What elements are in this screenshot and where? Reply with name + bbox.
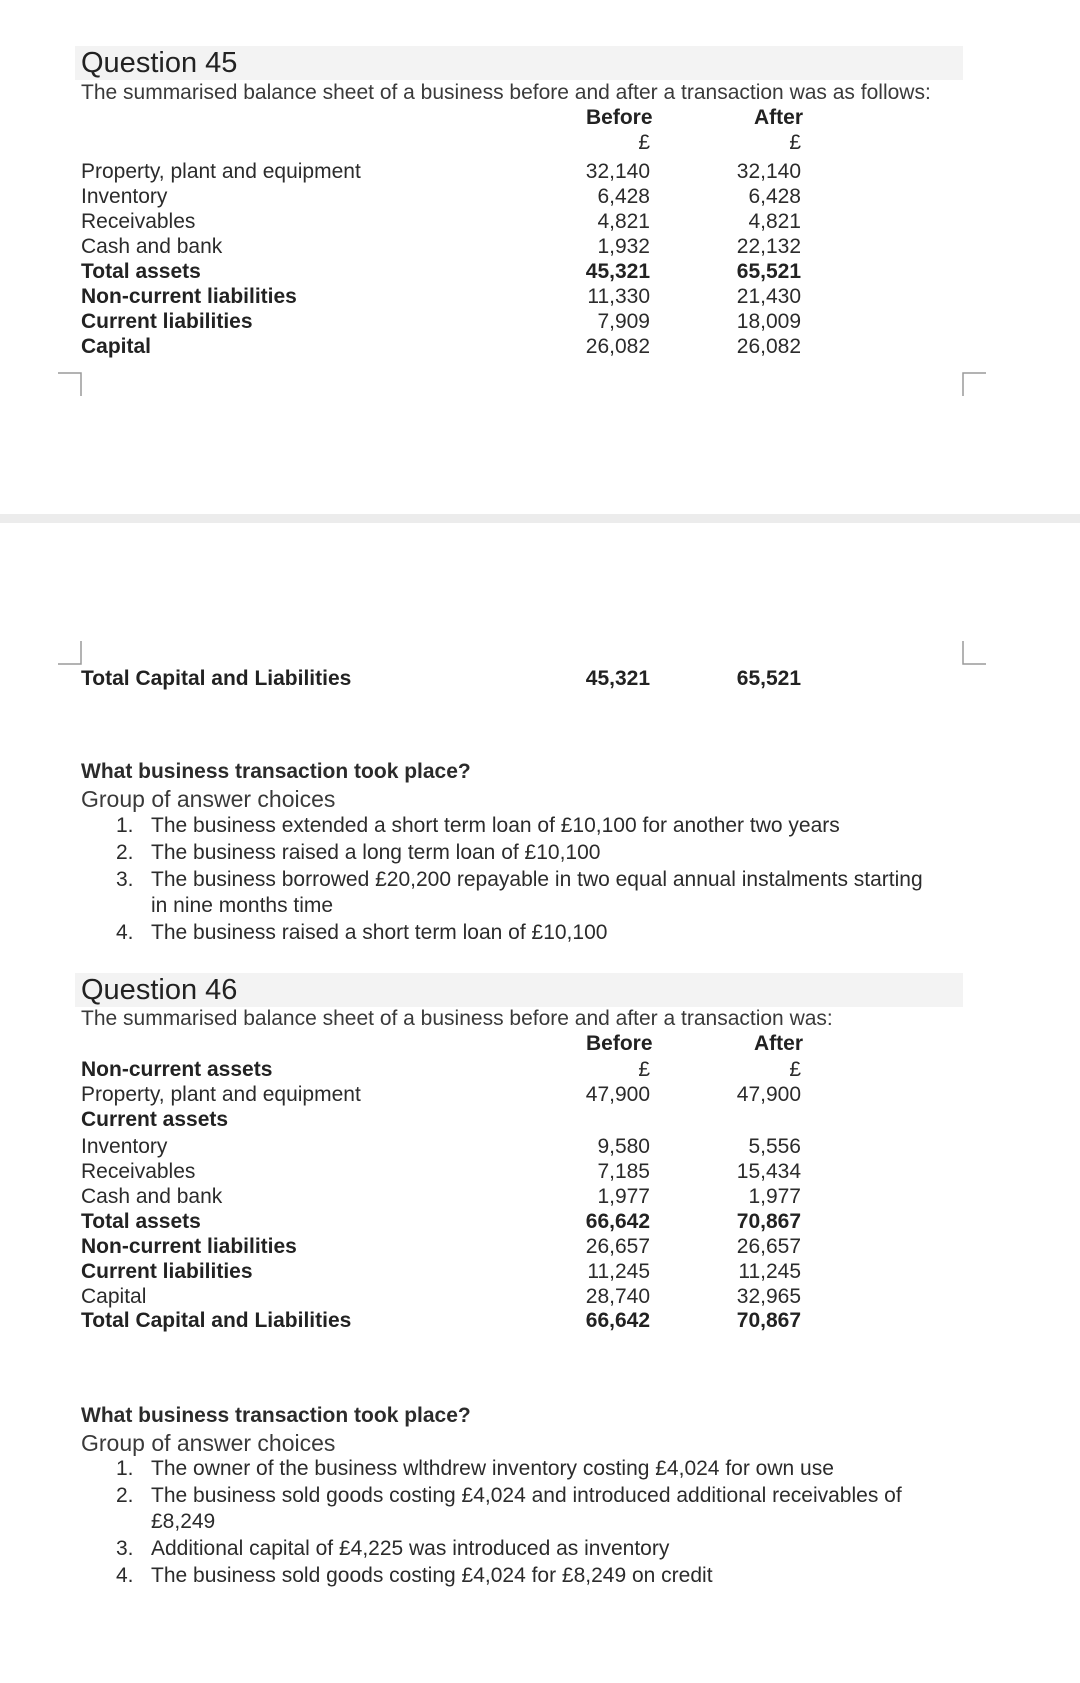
q45-row-before: 6,428 [597,185,650,208]
q46-choice-4[interactable]: The business sold goods costing £4,024 for £8,249 on credit [151,1564,713,1587]
q45-row-after: 18,009 [736,310,801,333]
q46-row-before: 7,185 [597,1160,650,1183]
q45-row-after: 22,132 [736,235,801,258]
q45-row-before: 1,932 [597,235,650,258]
q45-total-after: 65,521 [736,667,801,690]
q45-row-after: 4,821 [748,210,801,233]
q46-choice-1[interactable]: The owner of the business wlthdrew inventory costing £4,024 for own use [151,1457,834,1480]
q46-choice-2[interactable]: The business sold goods costing £4,024 and introduced additional receivables of [151,1484,902,1507]
q45-currency-after: £ [789,131,801,154]
q46-ppe-after: 47,900 [736,1083,801,1106]
q46-choice-number: 4. [116,1564,134,1587]
q45-choice-1[interactable]: The business extended a short term loan of £10,100 for another two years [151,814,840,837]
page-corner-mark-icon [962,372,986,396]
q45-col-before: Before [586,106,653,129]
q46-row-before: 26,657 [585,1235,650,1258]
q46-row-before: 9,580 [597,1135,650,1158]
q45-row-after: 21,430 [736,285,801,308]
q45-row-label: Non-current liabilities [81,285,297,308]
q45-row-label: Current liabilities [81,310,253,333]
q45-row-before: 26,082 [585,335,650,358]
q45-row-after: 65,521 [736,260,801,283]
page-corner-mark-icon [962,641,986,665]
q45-choice-number: 1. [116,814,134,837]
q46-choice-number: 3. [116,1537,134,1560]
q46-row-before: 28,740 [585,1285,650,1308]
q46-row-after: 26,657 [736,1235,801,1258]
q46-row-after: 15,434 [736,1160,801,1183]
q45-choice-3[interactable]: The business borrowed £20,200 repayable in two equal annual instalments starting [151,868,923,891]
q46-row-before: 11,245 [587,1260,650,1283]
q46-row-label: Current liabilities [81,1260,253,1283]
q46-ppe-before: 47,900 [585,1083,650,1106]
q45-row-label: Cash and bank [81,235,223,258]
q45-row-label: Inventory [81,185,168,208]
q46-current-heading: Current assets [81,1108,229,1131]
q46-row-after: 32,965 [736,1285,801,1308]
q45-total-label: Total Capital and Liabilities [81,667,352,690]
q45-row-label: Property, plant and equipment [81,160,361,183]
q45-choice-number: 2. [116,841,134,864]
q46-intro: The summarised balance sheet of a business before and after a transaction was: [81,1007,833,1030]
q45-row-before: 7,909 [597,310,650,333]
q46-currency-after: £ [789,1058,801,1081]
q46-row-after: 70,867 [736,1309,801,1332]
q46-row-label: Total assets [81,1210,201,1233]
q45-prompt: What business transaction took place? [81,760,471,783]
q45-row-before: 4,821 [597,210,650,233]
q45-title: Question 45 [81,47,238,79]
q46-col-after: After [754,1032,804,1055]
q46-row-after: 1,977 [748,1185,801,1208]
q45-group-label: Group of answer choices [81,786,336,812]
q46-choice-number: 2. [116,1484,134,1507]
q46-row-before: 66,642 [585,1309,650,1332]
q45-row-after: 32,140 [736,160,801,183]
q46-row-after: 5,556 [748,1135,801,1158]
q46-row-label: Cash and bank [81,1185,223,1208]
q46-currency-before: £ [638,1058,650,1081]
q46-row-label: Capital [81,1285,147,1308]
q45-currency-before: £ [638,131,650,154]
q46-non-current-heading: Non-current assets [81,1058,273,1081]
q45-choice-number: 3. [116,868,134,891]
q46-col-before: Before [586,1032,653,1055]
q45-row-label: Total assets [81,260,201,283]
page-corner-mark-icon [58,641,82,665]
q46-title: Question 46 [81,974,238,1006]
q46-choice-3[interactable]: Additional capital of £4,225 was introduced as inventory [151,1537,670,1560]
q45-row-before: 45,321 [585,260,650,283]
q45-row-after: 26,082 [736,335,801,358]
page-corner-mark-icon [58,372,82,396]
q45-total-before: 45,321 [585,667,650,690]
q46-choice-2-continued[interactable]: £8,249 [151,1510,216,1533]
q45-row-label: Receivables [81,210,196,233]
q46-ppe-label: Property, plant and equipment [81,1083,361,1106]
q45-choice-4[interactable]: The business raised a short term loan of £10,100 [151,921,608,944]
q46-choice-number: 1. [116,1457,134,1480]
q46-row-label: Non-current liabilities [81,1235,297,1258]
q46-row-label: Total Capital and Liabilities [81,1309,352,1332]
q45-row-after: 6,428 [748,185,801,208]
q46-group-label: Group of answer choices [81,1430,336,1456]
q46-row-before: 1,977 [597,1185,650,1208]
q45-row-before: 11,330 [587,285,650,308]
q46-row-label: Receivables [81,1160,196,1183]
page-break [0,514,1080,523]
q46-row-after: 11,245 [738,1260,801,1283]
q45-choice-2[interactable]: The business raised a long term loan of £10,100 [151,841,601,864]
q46-row-after: 70,867 [736,1210,801,1233]
q45-row-before: 32,140 [585,160,650,183]
q45-choice-number: 4. [116,921,134,944]
q45-row-label: Capital [81,335,152,358]
q45-intro: The summarised balance sheet of a business before and after a transaction was as follows: [81,81,931,104]
q45-col-after: After [754,106,804,129]
q46-row-before: 66,642 [585,1210,650,1233]
q46-prompt: What business transaction took place? [81,1404,471,1427]
q46-row-label: Inventory [81,1135,168,1158]
q45-choice-3-continued[interactable]: in nine months time [151,894,334,917]
